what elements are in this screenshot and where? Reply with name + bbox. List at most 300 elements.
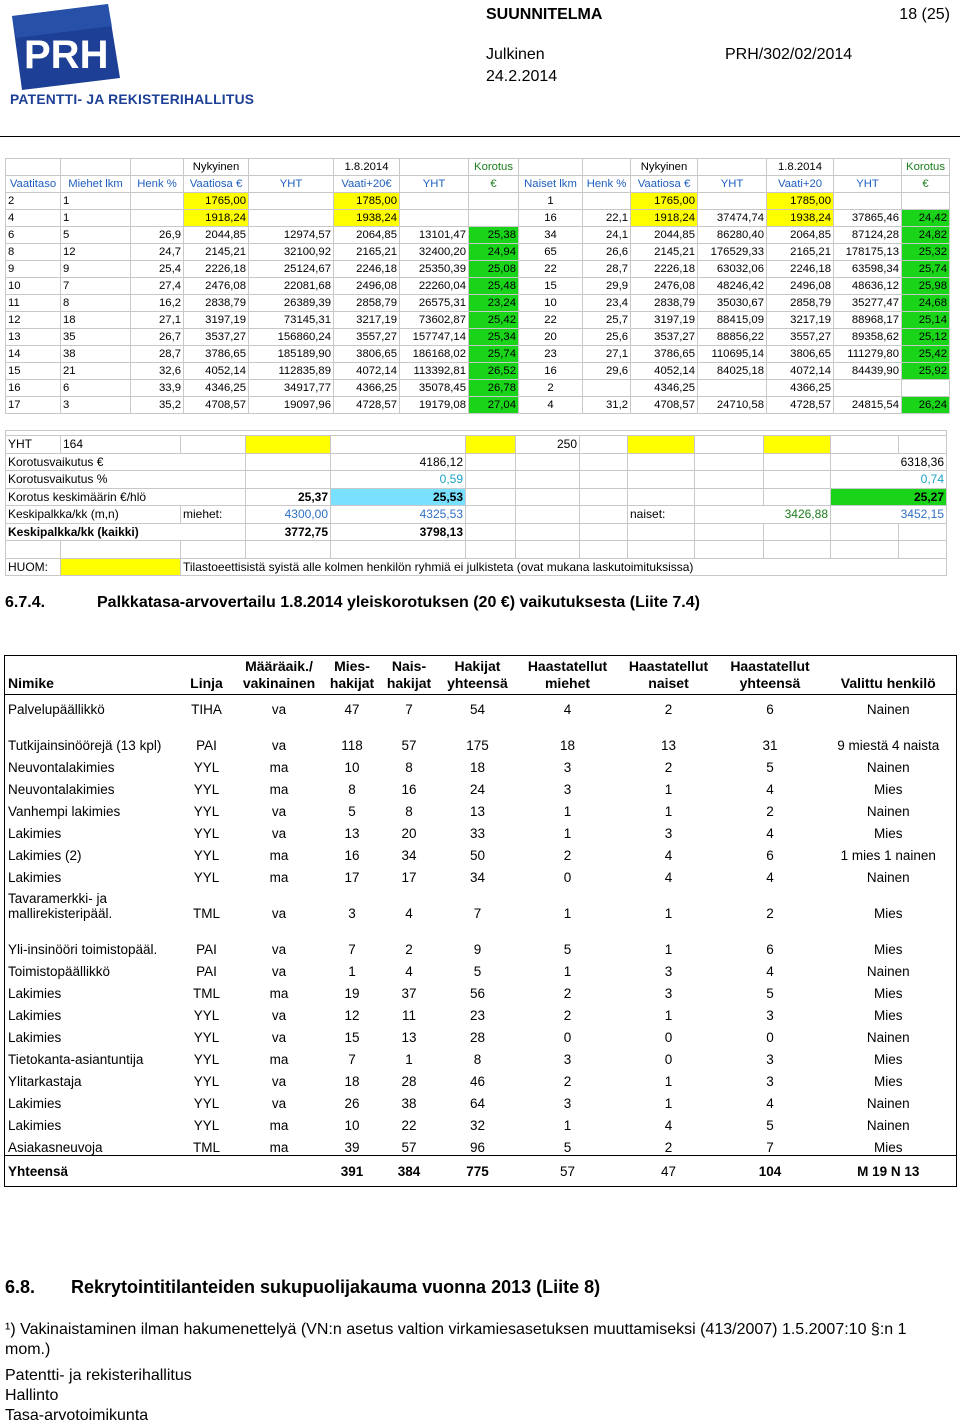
sheet-cell [902,380,950,397]
women-raise-pct: 0,74 [831,471,947,489]
column-header: Miehet lkm [61,176,131,193]
recruitment-cell: Neuvontalakimies [8,760,115,775]
sheet-cell: 2165,21 [334,244,400,261]
recruitment-cell: 12 [344,1008,360,1023]
recruitment-cell: Nainen [866,1030,910,1045]
recruitment-cell: 1 mies 1 nainen [840,848,936,863]
recruitment-cell: Asiakasneuvoja [8,1140,103,1155]
recruitment-cell: Ylitarkastaja [8,1074,82,1089]
sheet-cell: 25,6 [583,329,631,346]
recruitment-cell: 4 [664,870,673,885]
recruitment-cell: 17 [401,870,417,885]
recruitment-cell: 32 [469,1118,486,1133]
recruitment-cell: 4 [766,782,774,797]
prh-logo [8,4,258,108]
recruitment-cell: 8 [348,782,356,797]
sheet-cell [400,210,469,227]
sheet-cell: 2496,08 [334,278,400,295]
recruitment-cell: 2 [563,986,572,1001]
recruitment-cell: va [271,738,287,753]
sheet-cell: 3806,65 [334,346,400,363]
recruitment-cell: Palvelupäällikkö [8,702,105,717]
recruitment-cell: 50 [469,848,486,863]
sheet-cell [249,210,334,227]
sheet-cell [834,380,902,397]
recruitment-cell: Mies [873,986,903,1001]
summary-label: Korotus keskimäärin €/hlö [6,488,246,506]
sheet-cell: 3537,27 [631,329,698,346]
recruitment-cell: Lakimies [8,1096,62,1111]
sheet-cell: 63598,34 [834,261,902,278]
sheet-cell: 25,7 [583,312,631,329]
sheet-cell: 16 [519,363,583,380]
recruitment-cell: Lakimies [8,986,62,1001]
recruitment-cell: 1 [405,1052,413,1067]
recruitment-cell: 4 [766,826,774,841]
sheet-cell: 4366,25 [334,380,400,397]
sheet-row [6,210,950,227]
logo-subtitle: PATENTTI- JA REKISTERIHALLITUS [10,92,254,107]
recruitment-cell: 0 [563,1030,572,1045]
recruitment-cell: 4 [664,1118,673,1133]
recruitment-cell: 4 [664,848,673,863]
sheet-cell: 3217,19 [767,312,834,329]
sheet-cell: 3197,19 [184,312,249,329]
women-salary-new: 3452,15 [831,506,947,524]
column-header: Vaatitaso [6,176,61,193]
sheet-cell: 21 [61,363,131,380]
footer-line: Tasa-arvotoimikunta [5,1407,149,1424]
recruitment-cell: 57 [401,738,417,753]
recruitment-cell: 3 [766,1074,774,1089]
recruitment-cell: Mies [873,906,903,921]
sheet-cell: 35 [61,329,131,346]
recruitment-cell: 10 [344,1118,360,1133]
recruitment-row [5,1023,957,1045]
recruitment-cell: 1 [664,942,673,957]
sheet-cell: 34917,77 [249,380,334,397]
recruitment-cell: 4 [766,964,774,979]
top-label: Nykyinen [184,159,249,176]
sheet-cell [400,193,469,210]
recruitment-cell: YYL [193,782,220,797]
sheet-cell: 63032,06 [698,261,767,278]
sheet-cell: 25,48 [469,278,519,295]
sheet-cell: 48246,42 [698,278,767,295]
recruitment-cell: 34 [469,870,486,885]
recruitment-row [5,717,957,753]
sheet-row [6,312,950,329]
sheet-cell: 16 [519,210,583,227]
sheet-cell: 16 [6,380,61,397]
sheet-cell: 8 [6,244,61,261]
recruitment-cell: Lakimies [8,1030,62,1045]
recruitment-cell: ma [269,782,289,797]
sheet-cell: 24,82 [902,227,950,244]
recruitment-cell: 1 [664,804,673,819]
column-header: Hakijat yhteensä [438,656,518,695]
sheet-cell: 2145,21 [631,244,698,261]
sheet-cell: 5 [61,227,131,244]
sheet-row [6,244,950,261]
column-header: YHT [834,176,902,193]
recruitment-cell: 4 [405,906,413,921]
sheet-cell: 23,4 [583,295,631,312]
recruitment-cell: 34 [401,848,417,863]
sheet-cell: 1 [61,210,131,227]
sheet-cell: 4366,25 [767,380,834,397]
sheet-cell: 7 [61,278,131,295]
recruitment-cell: 19 [344,986,360,1001]
recruitment-cell: 57 [401,1140,417,1155]
recruitment-cell: 39 [344,1140,360,1155]
sheet-cell: 27,1 [583,346,631,363]
sheet-cell: 89358,62 [834,329,902,346]
sheet-cell: 1918,24 [184,210,249,227]
column-header: Vaati+20€ [334,176,400,193]
recruitment-row [5,1133,957,1156]
recruitment-table [4,655,957,1187]
recruitment-cell: TML [193,906,220,921]
sheet-cell: 6 [6,227,61,244]
sheet-header-row [6,176,950,193]
sheet-cell: 27,4 [131,278,184,295]
footer-line: Patentti- ja rekisterihallitus [5,1367,192,1384]
recruitment-cell: PAI [196,942,217,957]
recruitment-cell: YYL [193,870,220,885]
note-text: Tilastoeettisistä syistä alle kolmen henkilön ryhmiä ei julkisteta (ovat mukana laskutoimituksissa) [181,558,947,576]
sheet-cell: 38 [61,346,131,363]
logo-graphic [8,4,258,108]
sheet-cell: 31,2 [583,397,631,414]
recruitment-cell: 3 [664,986,673,1001]
recruitment-row [5,1089,957,1111]
all-salary-now: 3772,75 [246,523,331,541]
sheet-cell: 13 [6,329,61,346]
document-type: SUUNNITELMA [486,6,603,23]
recruitment-cell: 7 [473,906,482,921]
recruitment-cell: 16 [401,782,417,797]
top-label: 1.8.2014 [334,159,400,176]
recruitment-cell: 0 [664,1052,673,1067]
recruitment-cell: YYL [193,1008,220,1023]
sheet-cell: 112835,89 [249,363,334,380]
recruitment-cell: va [271,804,287,819]
sheet-cell: 2044,85 [631,227,698,244]
recruitment-cell: 5 [563,1140,572,1155]
recruitment-cell: Mies [873,1052,903,1067]
column-header: € [902,176,950,193]
recruitment-cell: va [271,942,287,957]
sheet-cell: 24,1 [583,227,631,244]
column-header: Haastatellut yhteensä [720,656,821,695]
column-header: Henk % [131,176,184,193]
section-title: Palkkatasa-arvovertailu 1.8.2014 yleiskorotuksen (20 €) vaikutuksesta (Liite 7.4) [97,594,700,611]
recruitment-cell: Lakimies [8,826,62,841]
header-divider [0,136,960,137]
recruitment-cell: 8 [405,760,413,775]
sheet-cell: 18 [61,312,131,329]
recruitment-cell: Lakimies [8,1118,62,1133]
sheet-cell: 13101,47 [400,227,469,244]
sheet-cell: 2858,79 [334,295,400,312]
sheet-cell: 33,9 [131,380,184,397]
sheet-cell: 110695,14 [698,346,767,363]
recruitment-cell: 3 [348,906,356,921]
sheet-row [6,380,950,397]
recruitment-cell: Lakimies [8,870,62,885]
men-salary-new: 4325,53 [331,506,466,524]
recruitment-cell: 46 [469,1074,486,1089]
sheet-cell: 2 [6,193,61,210]
recruitment-cell: 47 [344,702,360,717]
sheet-cell: 22 [519,312,583,329]
recruitment-cell: Mies [873,782,903,797]
summary-all-salary-row [6,523,947,541]
sheet-cell [583,380,631,397]
sheet-cell: 4728,57 [767,397,834,414]
footer [5,1366,192,1426]
section-heading-674 [5,594,700,612]
column-header: Linja [179,656,235,695]
recruitment-cell: 23 [469,1008,486,1023]
recruitment-row [5,979,957,1001]
sheet-cell: 157747,14 [400,329,469,346]
recruitment-cell: Nainen [866,702,910,717]
sheet-cell: 14 [6,346,61,363]
sheet-cell: 32,6 [131,363,184,380]
recruitment-cell: 2 [664,760,673,775]
sheet-row [6,295,950,312]
recruitment-cell: YYL [193,1096,220,1111]
recruitment-cell: ma [269,1118,289,1133]
column-header: Nimike [5,656,179,695]
recruitment-cell: 13 [660,738,677,753]
sheet-cell: 2044,85 [184,227,249,244]
document-date: 24.2.2014 [486,68,558,85]
footer-line: Hallinto [5,1387,59,1404]
sheet-cell: 185189,90 [249,346,334,363]
sheet-cell: 4072,14 [334,363,400,380]
recruitment-cell: 4 [766,870,774,885]
sheet-cell: 73145,31 [249,312,334,329]
sheet-cell: 32400,20 [400,244,469,261]
summary-yht-row [6,436,947,454]
sheet-cell: 156860,24 [249,329,334,346]
recruitment-row [5,1045,957,1067]
sheet-row [6,346,950,363]
sheet-cell: 25,4 [131,261,184,278]
summary-kv-eur-row [6,453,947,471]
sheet-cell: 3217,19 [334,312,400,329]
recruitment-cell: Nainen [866,760,910,775]
section-number: 6.8. [5,1277,36,1297]
sheet-cell: 3 [61,397,131,414]
sheet-cell: 26,52 [469,363,519,380]
recruitment-cell: va [271,1096,287,1111]
sheet-cell: 25,42 [902,346,950,363]
sheet-cell: 186168,02 [400,346,469,363]
recruitment-cell: ma [269,1140,289,1155]
recruitment-cell: 3 [766,1052,774,1067]
recruitment-cell: 15 [344,1030,360,1045]
recruitment-cell: 31 [762,738,778,753]
sheet-cell: 25,74 [469,346,519,363]
recruitment-cell: 1 [664,1008,673,1023]
sheet-cell: 1918,24 [631,210,698,227]
sheet-cell: 37865,46 [834,210,902,227]
column-header: Nais- hakijat [381,656,438,695]
recruitment-row [5,819,957,841]
top-label: Nykyinen [631,159,698,176]
sheet-cell: 9 [6,261,61,278]
recruitment-cell: Mies [873,1074,903,1089]
sheet-row [6,278,950,295]
recruitment-cell: 1 [563,906,572,921]
recruitment-cell: ma [269,870,289,885]
recruitment-cell: 2 [664,1140,673,1155]
recruitment-cell: 3 [766,1008,774,1023]
sheet-cell: 25,12 [902,329,950,346]
recruitment-cell: YYL [193,1118,220,1133]
sheet-cell: 2145,21 [184,244,249,261]
recruitment-cell: 8 [473,1052,482,1067]
sheet-cell: 65 [519,244,583,261]
recruitment-cell: Mies [873,1140,903,1155]
sheet-cell [131,193,184,210]
sheet-cell: 12974,57 [249,227,334,244]
sheet-cell: 27,1 [131,312,184,329]
recruitment-cell: va [271,826,287,841]
recruitment-total-row [5,1156,957,1187]
salary-comparison-table [5,158,950,414]
recruitment-cell: 37 [401,986,417,1001]
sheet-cell: 11 [6,295,61,312]
sheet-cell: 32100,92 [249,244,334,261]
sheet-row [6,397,950,414]
sheet-cell: 111279,80 [834,346,902,363]
sheet-cell: 88968,17 [834,312,902,329]
sheet-cell: 3806,65 [767,346,834,363]
sheet-cell: 25,34 [469,329,519,346]
sheet-cell: 84025,18 [698,363,767,380]
summary-label: Keskipalkka/kk (kaikki) [6,523,246,541]
sheet-cell: 23 [519,346,583,363]
recruitment-cell: 3 [563,1096,572,1111]
recruitment-cell: YYL [193,760,220,775]
sheet-cell: 2838,79 [184,295,249,312]
summary-avg-raise-row [6,488,947,506]
sheet-cell: 24815,54 [834,397,902,414]
recruitment-cell: 5 [766,1118,774,1133]
recruitment-cell: Yli-insinööri toimistopääl. [8,942,158,957]
recruitment-cell: Tavaramerkki- ja mallirekisteripääl. [8,891,113,921]
recruitment-cell: 13 [469,804,486,819]
sheet-cell: 16,2 [131,295,184,312]
column-header: Vaatiosa € [631,176,698,193]
men-raise-effect: 4186,12 [331,453,466,471]
sheet-cell: 35078,45 [400,380,469,397]
footnote: ¹) Vakinaistaminen ilman hakumenettelyä (VN:n asetus valtion virkamiesasetuksen muuttamiseksi (413/2007) 1.5.2007:10 §:n 1 mom.) [5,1321,907,1358]
recruitment-row [5,863,957,885]
recruitment-cell: 8 [405,804,413,819]
recruitment-row [5,1111,957,1133]
recruitment-cell: Mies [873,1008,903,1023]
all-salary-new: 3798,13 [331,523,466,541]
summary-table [5,430,947,576]
total-cell: 47 [618,1156,720,1187]
sheet-cell [131,210,184,227]
sheet-cell: 2226,18 [184,261,249,278]
sheet-cell: 2496,08 [767,278,834,295]
recruitment-cell: 64 [469,1096,486,1111]
sheet-cell: 25124,67 [249,261,334,278]
summary-note-row [6,558,947,576]
recruitment-cell: 18 [469,760,486,775]
sheet-cell: 28,7 [131,346,184,363]
sheet-cell: 19179,08 [400,397,469,414]
column-header: Haastatellut miehet [518,656,618,695]
sheet-cell: 2246,18 [767,261,834,278]
recruitment-cell: 5 [473,964,482,979]
recruitment-cell: 5 [766,986,774,1001]
recruitment-cell: 28 [401,1074,417,1089]
women-salary-now: 3426,88 [695,506,831,524]
sheet-cell: 22 [519,261,583,278]
recruitment-cell: 5 [563,942,572,957]
sheet-cell: 2064,85 [767,227,834,244]
sheet-cell: 22,1 [583,210,631,227]
recruitment-cell: 26 [344,1096,360,1111]
reference-number: PRH/302/02/2014 [725,46,853,63]
recruitment-cell: Mies [873,826,903,841]
recruitment-cell: 0 [664,1030,673,1045]
column-header: Mies- hakijat [324,656,381,695]
sheet-cell: 2 [519,380,583,397]
recruitment-cell: 13 [401,1030,417,1045]
recruitment-cell: 0 [563,870,572,885]
recruitment-cell: 1 [348,964,356,979]
sheet-cell: 34 [519,227,583,244]
recruitment-cell: 3 [664,964,673,979]
sheet-cell: 84439,90 [834,363,902,380]
sheet-cell: 2165,21 [767,244,834,261]
column-header: Naiset lkm [519,176,583,193]
sheet-cell [469,193,519,210]
recruitment-cell: 1 [563,964,572,979]
sheet-cell: 10 [6,278,61,295]
sheet-cell: 2476,08 [184,278,249,295]
top-label: Korotus [902,159,950,176]
sheet-cell: 29,9 [583,278,631,295]
sheet-cell: 26,7 [131,329,184,346]
sheet-cell: 19097,96 [249,397,334,414]
sheet-cell: 25,98 [902,278,950,295]
top-label: 1.8.2014 [767,159,834,176]
recruitment-cell: PAI [196,964,217,979]
sheet-cell: 73602,87 [400,312,469,329]
sheet-cell: 25,32 [902,244,950,261]
sheet-cell: 2226,18 [631,261,698,278]
total-cell: 384 [381,1156,438,1187]
recruitment-cell: TML [193,986,220,1001]
top-label: Korotus [469,159,519,176]
recruitment-cell: TML [193,1140,220,1155]
recruitment-cell: 1 [664,1074,673,1089]
women-label: naiset: [628,506,695,524]
sheet-cell: 2838,79 [631,295,698,312]
column-header: Vaatiosa € [184,176,249,193]
